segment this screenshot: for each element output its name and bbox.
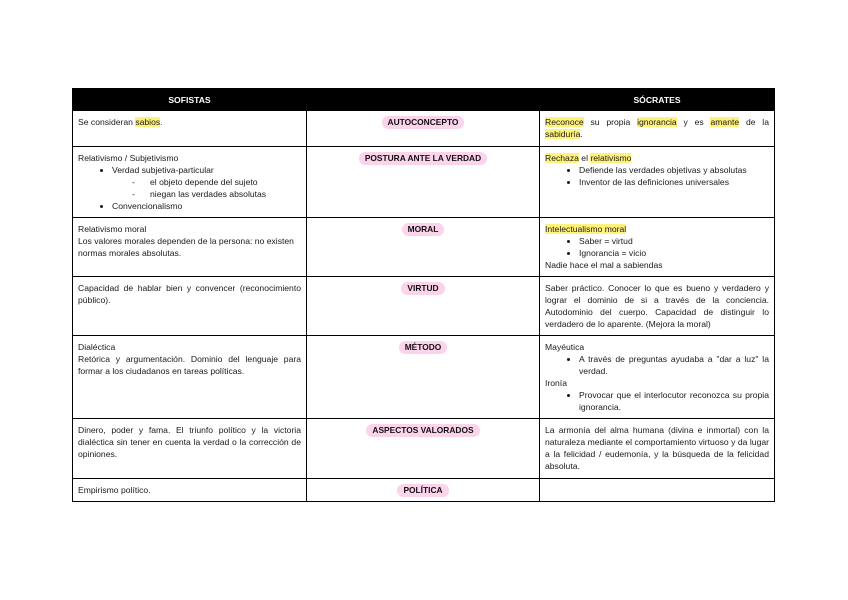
table-row-autoconcepto <box>73 111 775 147</box>
aspect-label: POLÍTICA <box>397 484 448 497</box>
aspect-label: POSTURA ANTE LA VERDAD <box>359 152 487 165</box>
bullet-list <box>545 353 769 377</box>
table-row-postura <box>73 147 775 218</box>
header-row <box>73 89 775 111</box>
bullet-list <box>78 164 301 212</box>
sofistas-cell: Dialéctica Retórica y argumentación. Dominio del lenguaje para formar a los ciudadanos en tareas políticas. <box>73 336 307 419</box>
sofistas-cell: Relativismo moral Los valores morales dependen de la persona: no existen normas morales absolutas. <box>73 218 307 277</box>
bullet-list <box>545 235 769 259</box>
aspect-label: MORAL <box>402 223 445 236</box>
aspect-cell <box>307 336 540 419</box>
socrates-cell: Rechaza el relativismo • Defiende las verdades objetivas y absolutas • Inventor de las definiciones universales <box>540 147 775 218</box>
table-row-moral <box>73 218 775 277</box>
list-item: • Defiende las verdades objetivas y absolutas <box>579 164 769 176</box>
list-item: - niegan las verdades absolutas <box>150 188 301 200</box>
table-row-aspectos-valorados <box>73 419 775 479</box>
aspect-cell <box>307 479 540 502</box>
list-item: • Inventor de las definiciones universales <box>579 176 769 188</box>
aspect-label: VIRTUD <box>401 282 444 295</box>
highlight: sabios <box>135 117 161 127</box>
aspect-label: AUTOCONCEPTO <box>382 116 465 129</box>
header-socrates: SÓCRATES <box>540 89 775 111</box>
comparison-table <box>72 88 775 502</box>
socrates-cell: Intelectualismo moral • Saber = virtud • Ignorancia = vicio Nadie hace el mal a sabiendas <box>540 218 775 277</box>
aspect-cell <box>307 218 540 277</box>
dash-list <box>112 176 301 200</box>
sofistas-cell: Empirismo político. <box>73 479 307 502</box>
aspect-cell <box>307 111 540 147</box>
sofistas-cell: Se consideran sabios. <box>73 111 307 147</box>
table-row-virtud <box>73 277 775 336</box>
socrates-cell: Saber práctico. Conocer lo que es bueno y verdadero y lograr el dominio de si a través de la conciencia. Autodominio del cuerpo. Capacidad de distinguir lo verdadero de lo aparente. (Mejora la moral) <box>540 277 775 336</box>
list-item: • Verdad subjetiva-particular - el objeto depende del sujeto - niegan las verdades absolutas <box>112 164 301 200</box>
aspect-cell <box>307 419 540 479</box>
list-item: • Provocar que el interlocutor reconozca su propia ignorancia. <box>579 389 769 413</box>
socrates-cell: Reconoce su propia ignorancia y es amante de la sabiduría. <box>540 111 775 147</box>
sofistas-cell: Capacidad de hablar bien y convencer (reconocimiento público). <box>73 277 307 336</box>
socrates-cell: Mayéutica • A través de preguntas ayudaba a "dar a luz" la verdad. Ironía • Provocar que el interlocutor reconozca su propia ignorancia. <box>540 336 775 419</box>
aspect-label: ASPECTOS VALORADOS <box>366 424 479 437</box>
list-item: • Convencionalismo <box>112 200 301 212</box>
bullet-list <box>545 164 769 188</box>
aspect-label: MÉTODO <box>399 341 448 354</box>
list-item: • Saber = virtud <box>579 235 769 247</box>
table-row-metodo <box>73 336 775 419</box>
aspect-cell <box>307 277 540 336</box>
sofistas-cell: Relativismo / Subjetivismo • Verdad subjetiva-particular - el objeto depende del sujeto - niegan las verdades absolutas • Convencionalismo <box>73 147 307 218</box>
sofistas-cell: Dinero, poder y fama. El triunfo político y la victoria dialéctica sin tener en cuenta la verdad o la corrección de opiniones. <box>73 419 307 479</box>
list-item: • A través de preguntas ayudaba a "dar a luz" la verdad. <box>579 353 769 377</box>
socrates-cell: La armonía del alma humana (divina e inmortal) con la naturaleza mediante el comportamiento virtuoso y da lugar a la felicidad / eudemonía, y la búsqueda de la felicidad absoluta. <box>540 419 775 479</box>
header-sofistas: SOFISTAS <box>73 89 307 111</box>
list-item: - el objeto depende del sujeto <box>150 176 301 188</box>
socrates-cell <box>540 479 775 502</box>
bullet-list <box>545 389 769 413</box>
list-item: • Ignorancia = vicio <box>579 247 769 259</box>
aspect-cell <box>307 147 540 218</box>
header-aspect <box>307 89 540 111</box>
table-row-politica <box>73 479 775 502</box>
